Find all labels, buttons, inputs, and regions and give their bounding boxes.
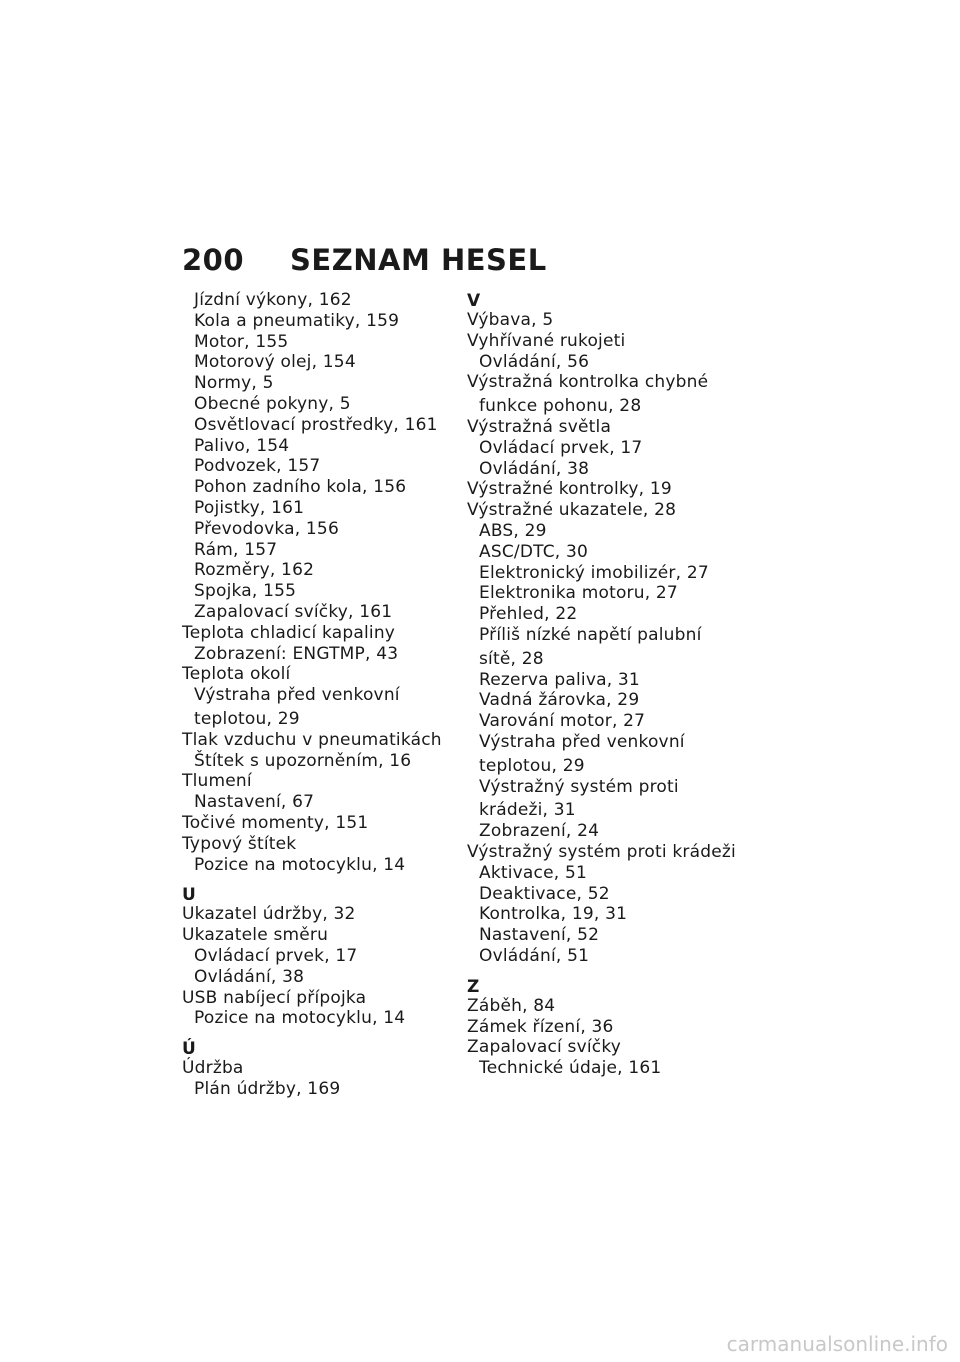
- index-letter-heading: V: [467, 291, 481, 311]
- index-subentry: Elektronický imobilizér, 27: [479, 562, 709, 583]
- index-subentry: Pohon zadního kola, 156: [194, 477, 407, 498]
- index-subentry: Aktivace, 51: [479, 862, 587, 883]
- index-entry: Typový štítek: [182, 833, 297, 854]
- index-entry: Záběh, 84: [467, 995, 556, 1016]
- index-letter-heading: Z: [467, 976, 480, 997]
- index-subentry: Rezerva paliva, 31: [479, 669, 640, 690]
- index-subentry: Palivo, 154: [194, 435, 290, 456]
- index-entry: Ukazatele směru: [182, 925, 329, 946]
- index-subentry: Zobrazení: ENGTMP, 43: [194, 643, 399, 664]
- index-entry: USB nabíjecí přípojka: [182, 987, 367, 1008]
- index-subentry: Ovládací prvek, 17: [194, 945, 358, 966]
- index-subentry-continuation: sítě, 28: [479, 648, 544, 669]
- index-subentry: Plán údržby, 169: [194, 1078, 341, 1099]
- watermark: carmanualsonline.info: [726, 1332, 948, 1356]
- index-entry: Zapalovací svíčky: [467, 1037, 622, 1058]
- index-subentry: Spojka, 155: [194, 581, 297, 602]
- index-entry: Teplota okolí: [182, 664, 291, 685]
- index-subentry: Obecné pokyny, 5: [194, 393, 351, 414]
- index-subentry: Výstražný systém proti: [479, 776, 679, 797]
- index-subentry: Ovládací prvek, 17: [479, 437, 643, 458]
- index-entry: Výstražná světla: [467, 416, 612, 437]
- index-entry: Výstražné kontrolky, 19: [467, 479, 672, 500]
- index-entry: Výstražný systém proti krádeži: [467, 841, 736, 862]
- index-subentry: Štítek s upozorněním, 16: [194, 750, 412, 771]
- index-subentry-continuation: teplotou, 29: [479, 755, 585, 776]
- index-subentry: Pozice na motocyklu, 14: [194, 854, 406, 875]
- index-entry: Výbava, 5: [467, 310, 554, 330]
- index-subentry: Osvětlovací prostředky, 161: [194, 414, 438, 435]
- index-subentry: Pozice na motocyklu, 14: [194, 1008, 406, 1029]
- index-entry: Ukazatel údržby, 32: [182, 904, 356, 925]
- index-subentry: Pojistky, 161: [194, 497, 305, 518]
- index-subentry: Varování motor, 27: [479, 711, 646, 732]
- index-subentry: ASC/DTC, 30: [479, 541, 589, 562]
- index-letter-heading: U: [182, 885, 196, 906]
- index-subentry: Kontrolka, 19, 31: [479, 904, 628, 925]
- index-subentry: Zapalovací svíčky, 161: [194, 601, 393, 622]
- index-subentry: Rám, 157: [194, 539, 278, 560]
- index-entry: Zámek řízení, 36: [467, 1016, 614, 1037]
- index-entry: Teplota chladicí kapaliny: [182, 622, 396, 643]
- index-subentry: Výstraha před venkovní: [479, 731, 685, 752]
- index-subentry: Vadná žárovka, 29: [479, 690, 640, 711]
- index-subentry: Nastavení, 52: [479, 925, 600, 946]
- index-entry: Točivé momenty, 151: [182, 812, 369, 833]
- index-subentry: Technické údaje, 161: [479, 1058, 662, 1079]
- index-subentry: Přehled, 22: [479, 604, 578, 625]
- index-subentry: Rozměry, 162: [194, 560, 315, 581]
- index-subentry-continuation: krádeži, 31: [479, 800, 576, 821]
- index-subentry: Ovládání, 51: [479, 945, 590, 966]
- index-subentry: Nastavení, 67: [194, 792, 315, 813]
- index-subentry: Normy, 5: [194, 373, 274, 394]
- index-entry: Výstražná kontrolka chybné: [467, 372, 709, 393]
- index-subentry: Kola a pneumatiky, 159: [194, 310, 400, 331]
- index-subentry: ABS, 29: [479, 520, 547, 541]
- page-number: 200: [182, 243, 245, 277]
- index-subentry-continuation: funkce pohonu, 28: [479, 396, 642, 417]
- index-subentry-continuation: teplotou, 29: [194, 708, 300, 729]
- index-entry: Výstražné ukazatele, 28: [467, 500, 677, 521]
- index-subentry: Motor, 155: [194, 331, 289, 352]
- index-column-left: [182, 290, 452, 1100]
- index-column-right: [467, 290, 757, 1079]
- index-subentry: Ovládání, 38: [479, 458, 590, 479]
- index-entry: Vyhřívané rukojeti: [467, 330, 626, 351]
- index-subentry: Převodovka, 156: [194, 518, 339, 539]
- index-subentry: Elektronika motoru, 27: [479, 583, 678, 604]
- index-subentry: Výstraha před venkovní: [194, 685, 400, 706]
- page-header: [182, 243, 547, 279]
- page-title: SEZNAM HESEL: [290, 243, 547, 277]
- index-subentry: Podvozek, 157: [194, 456, 321, 477]
- index-subentry: Deaktivace, 52: [479, 883, 610, 904]
- index-entry: Tlak vzduchu v pneumatikách: [182, 729, 442, 750]
- index-entry: Tlumení: [182, 771, 252, 792]
- index-subentry: Příliš nízké napětí palubní: [479, 624, 702, 645]
- index-entry: Údržba: [182, 1058, 244, 1079]
- index-subentry: Jízdní výkony, 162: [194, 290, 352, 310]
- index-subentry: Ovládání, 38: [194, 966, 305, 987]
- index-subentry: Motorový olej, 154: [194, 352, 356, 373]
- index-subentry: Ovládání, 56: [479, 351, 590, 372]
- index-letter-heading: Ú: [182, 1039, 196, 1060]
- index-subentry: Zobrazení, 24: [479, 821, 600, 842]
